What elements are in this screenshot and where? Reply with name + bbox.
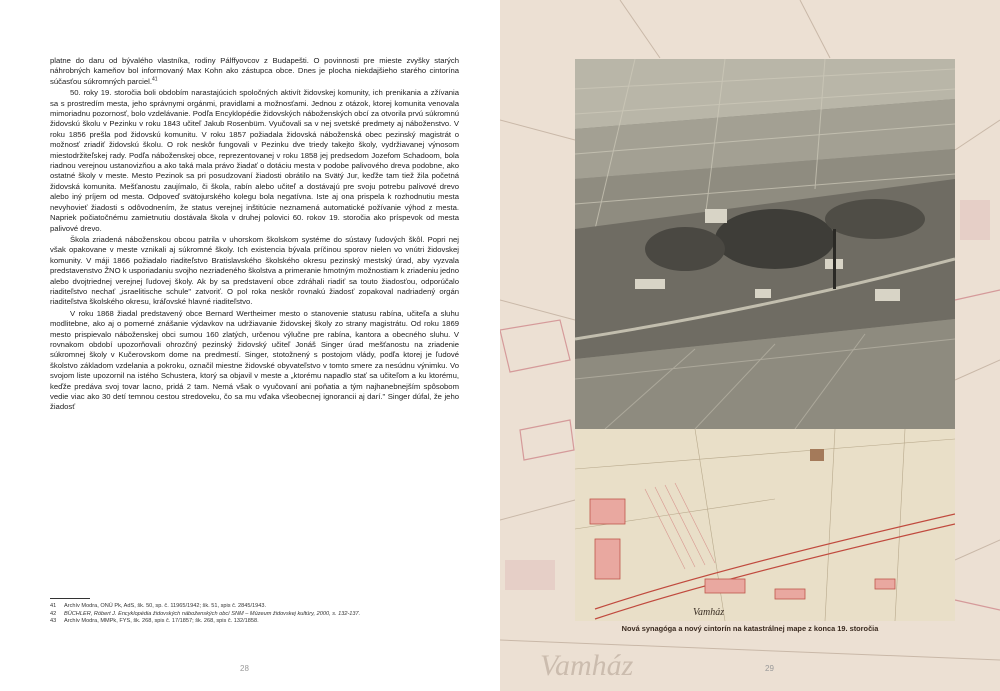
right-page: [500, 0, 1000, 691]
body-text: [50, 56, 459, 414]
footnote: 41 Archív Modra, ONÚ Pk, AdS, šk. 50, sp. č. 11965/1942; šk. 51, spis č. 2845/1943.: [50, 603, 266, 609]
background-map-label: Vamház: [540, 649, 634, 682]
page-number-right: 29: [765, 664, 774, 673]
footnote-divider: [50, 598, 90, 599]
paragraph-3: Škola zriadená náboženskou obcou patrila v uhorskom školskom systéme do sústavy ľudových škôl. Popri nej však opakovane v meste vznikali aj súkromné školy. Ich existencia bývala príčinou sporov nielen vo vnútri židovskej komunity. V máji 1866 požiadalo riaditeľstvo Bratislavského školského okresu pezinský mestský úrad, aby vyzvala predstavenstvo ŽNO k usporiadaniu svojho nezriadeného školstva a primeranie hmotným možnostiam k zriadeniu jedno alebo dvojtriednej verejnej ľudovej školy. Ak by sa predstavení obce zdráhali riadiť sa touto žiadosťou, odporúčalo riaditeľstvo nechať „israelitische schule" zatvoriť. O pol roka neskôr rovnakú žiadosť zopakoval nadriadený orgán riaditeľstva školského okresu, kráľovské hlavné riaditeľstvo.: [50, 234, 459, 307]
map-label: Vamház: [693, 607, 725, 618]
paragraph-1: platne do daru od bývalého vlastníka, rodiny Pálffyovcov z Budapešti. O povinnosti pre mieste zvyšky starých náhrobných kameňov bol informovaný Max Kohn ako zástupca obce. Dnes je plocha niekdajšieho starého cintorína súčasťou súkromných parciel.$^{41}$: [50, 56, 459, 86]
paragraph-4: V roku 1868 žiadal predstavený obce Bernard Wertheimer mesto o stanovenie statusu rabína, učiteľa a sluhu modlitebne, ako aj o pomerné znášanie výdavkov na udržiavanie židovskej školy zo strany magistrátu. Od roku 1869 mesto prispievalo náboženskej obci sumou 160 zlatých, určenou výlučne pre rabína, kantora a obecného sluhu. V rovnakom období upozorňovali ohrozčný pezinský židovský učiteľ Jonáš Singer úrad mešťanostu na zriadenie súkromnej školy v Kučerovskom dome na predmestí. Singer, stotožnený s postojom vlády, podľa ktorej je ľudové školstvo základom vzdelania a pokroku, označil miestne židovské obyvateľstvo v tomto smere za nesúdnu výnimku. Vo svojom liste upozornil na istého Schustera, ktorý sa objavil v meste a „ktorému napadlo stať sa učiteľom a ku ktorému, keďže predáva svoj tovar lacno, pridá 2 tam. Nemá však o vyučovaní ani poňatia a tým najhanebnejším spôsobom vedie viac ako 30 detí temnou cestou stredoveku, čo sa mu vďaka všeobecnej ignorancii aj darí." Singer dúfal, že jeho žiadosť: [50, 308, 459, 412]
aerial-photo-1934: [575, 59, 955, 429]
cadastral-map: [575, 429, 955, 621]
footnote: 42 BÜCHLER, Róbert J. Encyklopédia židovských náboženských obcí SNM – Múzeum židovskej kultúry, 2000, s. 132-137.: [50, 610, 361, 617]
footnote: 43 Archív Modra, MMPk, FYS, šk. 268, spis č. 17/1857; šk. 268, spis č. 132/1858.: [50, 618, 259, 625]
page-number-left: 28: [240, 664, 249, 673]
caption-cadastral-map: Nová synagóga a nový cintorín na katastrálnej mape z konca 19. storočia: [621, 624, 879, 633]
paragraph-2: 50. roky 19. storočia boli obdobím narastajúcich spoločných aktivít židovskej komunity, ich prenikania a zžívania sa s prostredím mesta, jeho správnymi orgánmi, pravidlami a možnosťami. Jednou z otázok, ktorej komunita venovala mimoriadnu pozornosť, bolo vzdelávanie. Podľa Encyklopédie židovských náboženských obcí za otvorila prvú súkromnú židovskú školu v Pezinku v roku 1843 učiteľ Jakub Rosenbüm. Vyučovali sa v nej svetské predmety aj náboženstvo. V roku 1856 prešla pod židovskú komunitu. V roku 1857 požiadala židovská náboženská obec pezinský magistrát o možnosť zriadiť židovskú školu. O rok neskôr fungovali v Pezinku dve triedy takejto školy, vydržiavanej výnosom miestodržiteľskej rady. Podľa náboženskej obce, reprezentovanej v roku 1858 jej predsedom Jozefom Schadoom, bola riadnou verejnou ustanovizňou a ako taká mala právo žiadať o dotáciu mesta v podobe palivového dreva podobne, ako ostatné školy v meste. Mesto Pezinok sa pri posudzovaní žiadosti obrátilo na Svätý Jur, keďže tam tiež žila početná židovská komunita. Mešťanostu zaujímalo, či škola, rabín alebo učiteľ a dostávajú pre svoju potrebu palivové drevo alebo iný príjem od mesta. Odpoveď svätojurského kolegu bola negatívna. Iste aj ona prispela k rozhodnutiu mesta nevyhovieť žiadosti s odôvodnením, že status verejnej inštitúcie neznamená automatické požívanie výhod z mesta. Napriek počiatočnému zamietnutiu dostávala škola v druhej polovici 60. rokov 19. storočia ako príspevok od mesta palivové drevo.: [50, 88, 459, 233]
footnotes: [50, 603, 460, 626]
